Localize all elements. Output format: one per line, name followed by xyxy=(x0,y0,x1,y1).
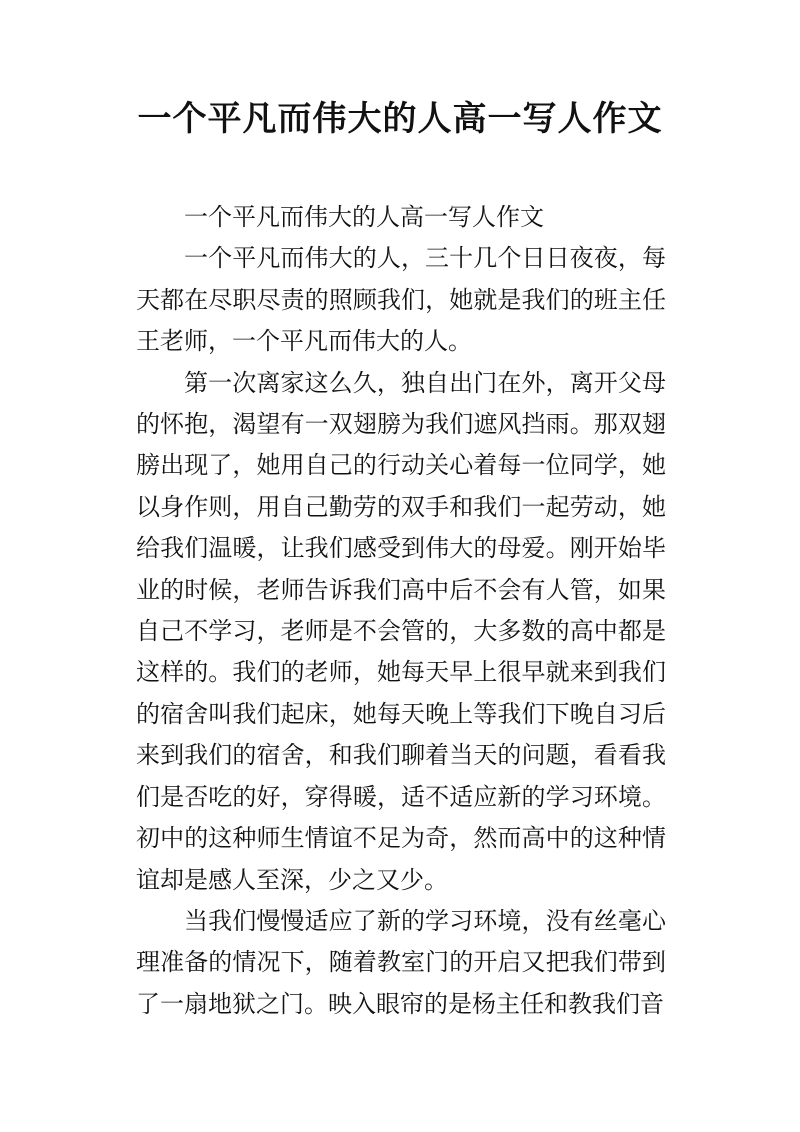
paragraph: 一个平凡而伟大的人，三十几个日日夜夜，每天都在尽职尽责的照顾我们，她就是我们的班主任王老师，一个平凡而伟大的人。 xyxy=(136,244,666,356)
document-title: 一个平凡而伟大的人高一写人作文 xyxy=(137,99,663,139)
paragraph-subtitle: 一个平凡而伟大的人高一写人作文 xyxy=(184,203,544,231)
document-body xyxy=(136,197,666,1025)
paragraph: 当我们慢慢适应了新的学习环境，没有丝毫心理准备的情况下，随着教室门的开启又把我们带到了一扇地狱之门。映入眼帘的是杨主任和教我们音 xyxy=(136,906,666,1018)
paragraph: 第一次离家这么久，独自出门在外，离开父母的怀抱，渴望有一双翅膀为我们遮风挡雨。那双翅膀出现了，她用自己的行动关心着每一位同学，她以身作则，用自己勤劳的双手和我们一起劳动，她给我们温暖，让我们感受到伟大的母爱。刚开始毕业的时候，老师告诉我们高中后不会有人管，如果自己不学习，老师是不会管的，大多数的高中都是这样的。我们的老师，她每天早上很早就来到我们的宿舍叫我们起床，她每天晚上等我们下晚自习后来到我们的宿舍，和我们聊着当天的问题，看看我们是否吃的好，穿得暖，适不适应新的学习环境。初中的这种师生情谊不足为奇，然而高中的这种情谊却是感人至深，少之又少。 xyxy=(136,368,666,894)
